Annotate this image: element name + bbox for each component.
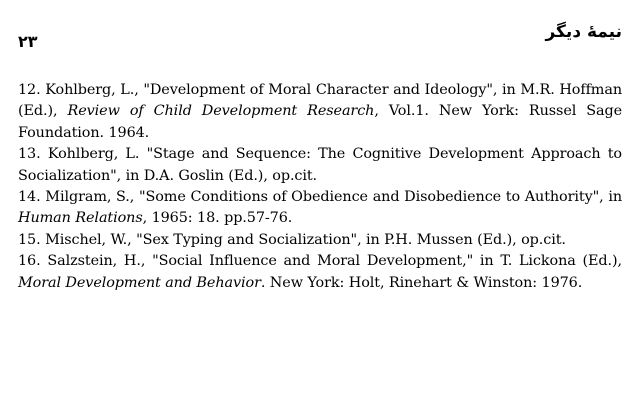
reference-text-tail: , 1965: 18. pp.57-76.	[142, 210, 293, 227]
reference-italic-title: Moral Development and Behavior	[18, 274, 261, 291]
reference-text: Kohlberg, L., "Development of Moral Character and Ideology", in M.R. Hoffman (Ed.),	[18, 82, 622, 120]
reference-text: Salzstein, H., "Social Influence and Moral Development," in T. Lickona (Ed.),	[40, 253, 622, 270]
reference-number: 13.	[18, 146, 41, 163]
reference-italic-title: Review of Child Development Research	[67, 103, 375, 120]
reference-text: Kohlberg, L. "Stage and Sequence: The Cognitive Development Approach to Socialization", in D.A. Goslin (Ed.), op.cit.	[18, 146, 622, 184]
reference-text-tail: . New York: Holt, Rinehart & Winston: 1976.	[260, 274, 583, 291]
reference-text: Milgram, S., "Some Conditions of Obedience and Disobedience to Authority", in	[40, 189, 622, 206]
reference-item-16	[18, 251, 622, 294]
reference-item-15	[18, 230, 622, 251]
reference-number: 14.	[18, 189, 41, 206]
reference-text: Mischel, W., "Sex Typing and Socialization", in P.H. Mussen (Ed.), op.cit.	[40, 231, 566, 248]
running-title: نیمهٔ دیگر	[545, 22, 622, 42]
page-number: ۲۳	[18, 32, 38, 51]
reference-italic-title: Human Relations	[18, 210, 143, 227]
reference-number: 12.	[18, 82, 41, 98]
reference-text-tail: , Vol.1. New York: Russel Sage Foundation. 1964.	[18, 103, 623, 141]
reference-item-13	[18, 144, 622, 187]
reference-list	[18, 80, 622, 294]
reference-number: 15.	[18, 231, 41, 248]
reference-item-12	[18, 80, 622, 144]
reference-number: 16.	[18, 253, 41, 270]
reference-item-14	[18, 187, 622, 230]
